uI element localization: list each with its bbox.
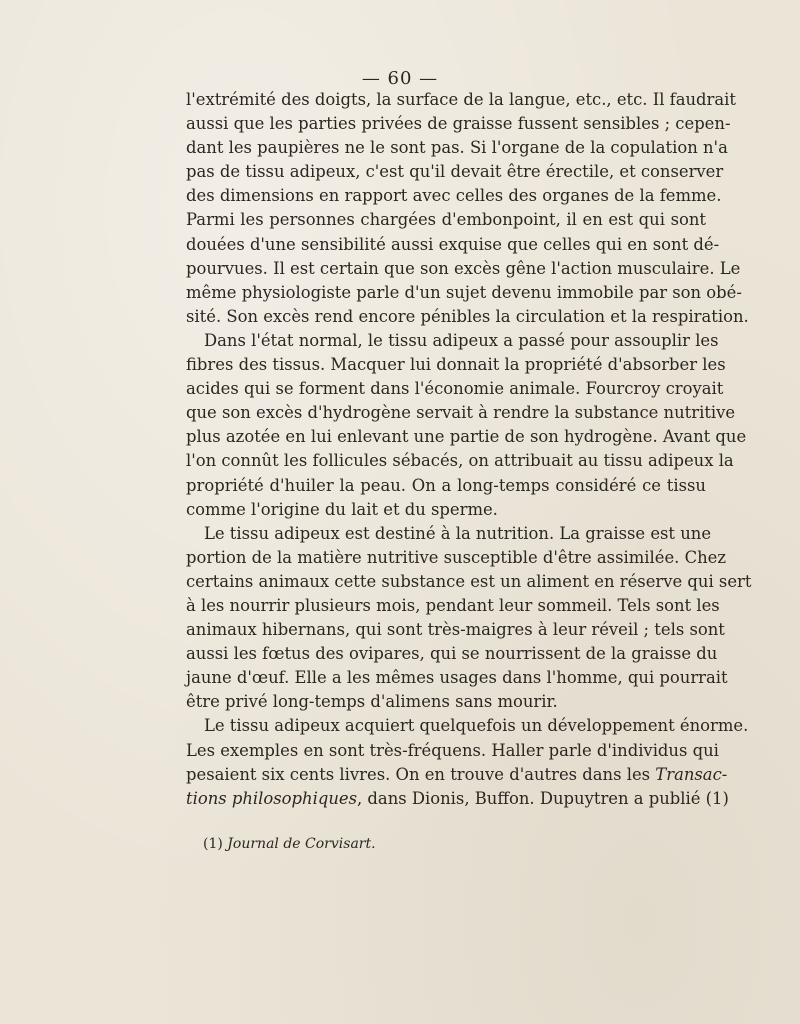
footnote-marker: (1) <box>203 836 223 852</box>
text-line: Les exemples en sont très-fréquens. Haller parle d'individus qui <box>186 740 719 760</box>
text-line: acides qui se forment dans l'économie animale. Fourcroy croyait <box>186 379 724 399</box>
text-line: plus azotée en lui enlevant une partie de son hydrogène. Avant que <box>186 427 747 447</box>
title-italic: tions philosophiques <box>186 788 358 808</box>
text-line: fibres des tissus. Macquer lui donnait la propriété d'absorber les <box>186 355 726 375</box>
text-line: aussi que les parties privées de graisse fussent sensibles ; cepen- <box>186 114 731 134</box>
text-line: Dans l'état normal, le tissu adipeux a passé pour assouplir les <box>204 330 719 350</box>
text-line: dant les paupières ne le sont pas. Si l'organe de la copulation n'a <box>186 138 728 158</box>
paragraph-1 <box>186 88 749 329</box>
text-line: l'extrémité des doigts, la surface de la langue, etc., etc. Il faudrait <box>186 90 736 109</box>
title-italic: Transac- <box>655 764 728 784</box>
body-text <box>186 88 752 811</box>
page-number: — 60 — <box>361 68 439 89</box>
text-line: aussi les fœtus des ovipares, qui se nourrissent de la graisse du <box>186 644 718 664</box>
paragraph-2 <box>186 329 747 522</box>
footnote-text: Journal de Corvisart. <box>227 836 376 852</box>
text-line: que son excès d'hydrogène servait à rendre la substance nutritive <box>186 403 736 423</box>
text-line: sité. Son excès rend encore pénibles la circulation et la respiration. <box>186 306 749 326</box>
footnote <box>203 836 376 852</box>
text-line: des dimensions en rapport avec celles des organes de la femme. <box>186 186 722 206</box>
paragraph-3 <box>186 522 752 715</box>
text-line: comme l'origine du lait et du sperme. <box>186 499 498 519</box>
text-line: pourvues. Il est certain que son excès gêne l'action musculaire. Le <box>186 258 741 278</box>
text-line: pas de tissu adipeux, c'est qu'il devait être érectile, et conserver <box>186 162 724 182</box>
text-line: portion de la matière nutritive susceptible d'être assimilée. Chez <box>186 547 727 567</box>
text-line: certains animaux cette substance est un aliment en réserve qui sert <box>186 571 752 591</box>
text-line: animaux hibernans, qui sont très-maigres à leur réveil ; tels sont <box>186 620 725 640</box>
text-line: Le tissu adipeux est destiné à la nutrition. La graisse est une <box>204 523 712 543</box>
text-line: l'on connût les follicules sébacés, on attribuait au tissu adipeux la <box>186 451 734 471</box>
paragraph-4 <box>186 714 749 810</box>
text-line: tions philosophiques, dans Dionis, Buffon. Dupuytren a publié (1) <box>186 788 729 808</box>
text-line: Le tissu adipeux acquiert quelquefois un développement énorme. <box>204 716 749 736</box>
text-line: Parmi les personnes chargées d'embonpoint, il en est qui sont <box>186 210 706 230</box>
text-line: être privé long-temps d'alimens sans mourir. <box>186 692 558 712</box>
text-line: jaune d'œuf. Elle a les mêmes usages dans l'homme, qui pourrait <box>186 668 728 688</box>
text-line: pesaient six cents livres. On en trouve d'autres dans les Transac- <box>186 764 728 784</box>
text-line: même physiologiste parle d'un sujet devenu immobile par son obé- <box>186 282 742 302</box>
text-line: douées d'une sensibilité aussi exquise que celles qui en sont dé- <box>186 234 720 254</box>
text-line: propriété d'huiler la peau. On a long-temps considéré ce tissu <box>186 475 706 495</box>
text-line: à les nourrir plusieurs mois, pendant leur sommeil. Tels sont les <box>186 595 720 615</box>
